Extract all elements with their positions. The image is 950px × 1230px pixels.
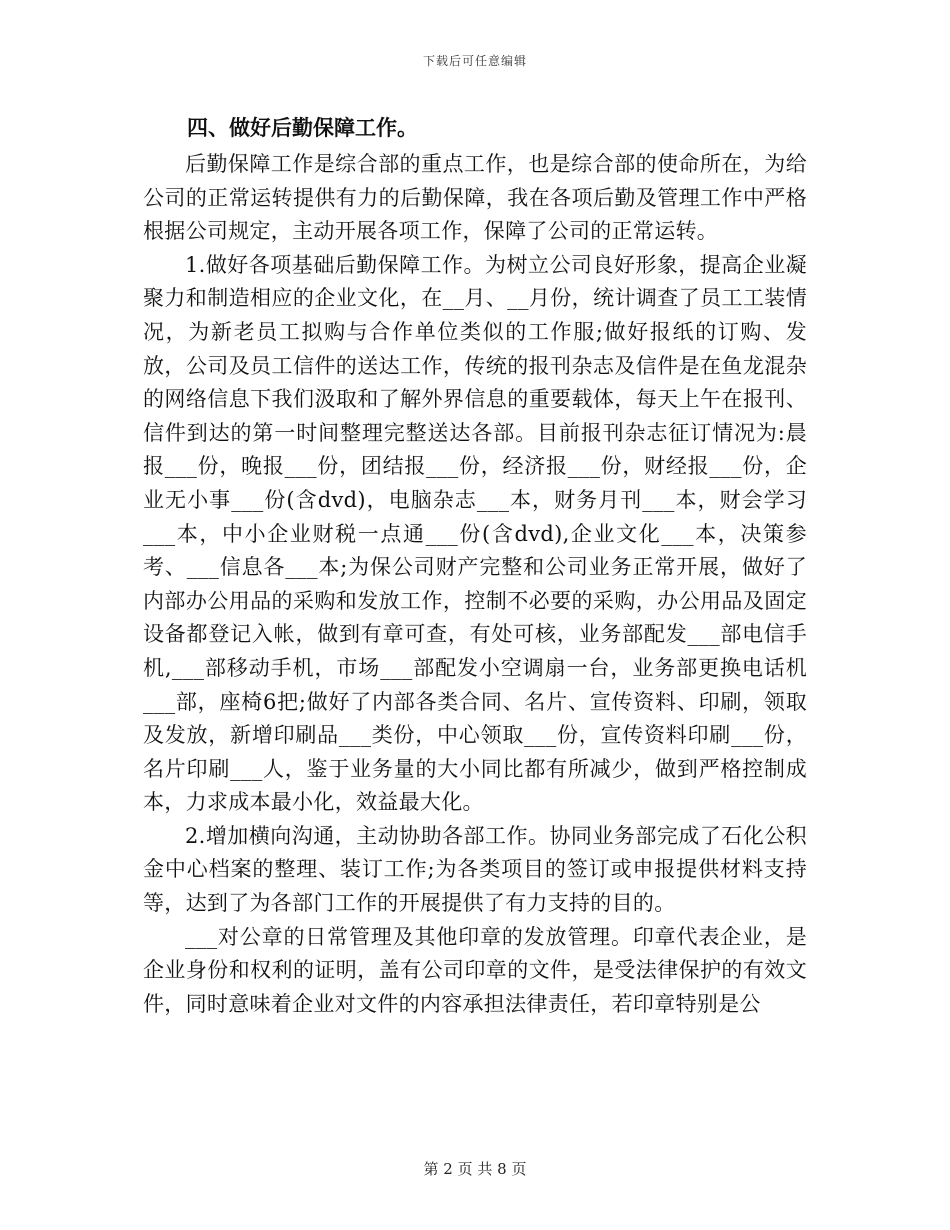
- paragraph-item-1: 1.做好各项基础后勤保障工作。为树立公司良好形象，提高企业凝聚力和制造相应的企业文化，在__月、__月份，统计调查了员工工装情况，为新老员工拟购与合作单位类似的工作服;做好报纸的订购、发放，公司及员工信件的送达工作，传统的报刊杂志及信件是在鱼龙混杂的网络信息下我们汲取和了解外界信息的重要载体，每天上午在报刊、信件到达的第一时间整理完整送达各部。目前报刊杂志征订情况为:晨报___份，晚报___份，团结报___份，经济报___份，财经报___份，企业无小事___份(含dvd)，电脑杂志___本，财务月刊___本，财会学习___本，中小企业财税一点通___份(含dvd),企业文化___本，决策参考、___信息各___本;为保公司财产完整和公司业务正常开展，做好了内部办公用品的采购和发放工作，控制不必要的采购，办公用品及固定设备都登记入帐，做到有章可查，有处可核，业务部配发___部电信手机,___部移动手机，市场___部配发小空调扇一台，业务部更换电话机___部，座椅6把;做好了内部各类合同、名片、宣传资料、印刷，领取及发放，新增印刷品___类份，中心领取___份，宣传资料印刷___份，名片印刷___人，鉴于业务量的大小同比都有所减少，做到严格控制成本，力求成本最小化，效益最大化。: [143, 252, 807, 815]
- paragraph-intro: 后勤保障工作是综合部的重点工作，也是综合部的使命所在，为给公司的正常运转提供有力的后勤保障，我在各项后勤及管理工作中严格根据公司规定，主动开展各项工作，保障了公司的正常运转。: [143, 152, 807, 244]
- paragraph-seal-management: ___对公章的日常管理及其他印章的发放管理。印章代表企业，是企业身份和权利的证明，盖有公司印章的文件，是受法律保护的有效文件，同时意味着企业对文件的内容承担法律责任，若印章特别是公: [143, 924, 807, 1016]
- page-number: 第 2 页 共 8 页: [423, 1160, 527, 1178]
- document-body: [143, 108, 807, 1021]
- page-header: 下载后可任意编辑: [422, 54, 527, 68]
- paragraph-item-2: 2.增加横向沟通，主动协助各部工作。协同业务部完成了石化公积金中心档案的整理、装订工作;为各类项目的签订或申报提供材料支持等，达到了为各部门工作的开展提供了有力支持的目的。: [143, 823, 807, 916]
- section-heading: 四、做好后勤保障工作。: [187, 115, 418, 140]
